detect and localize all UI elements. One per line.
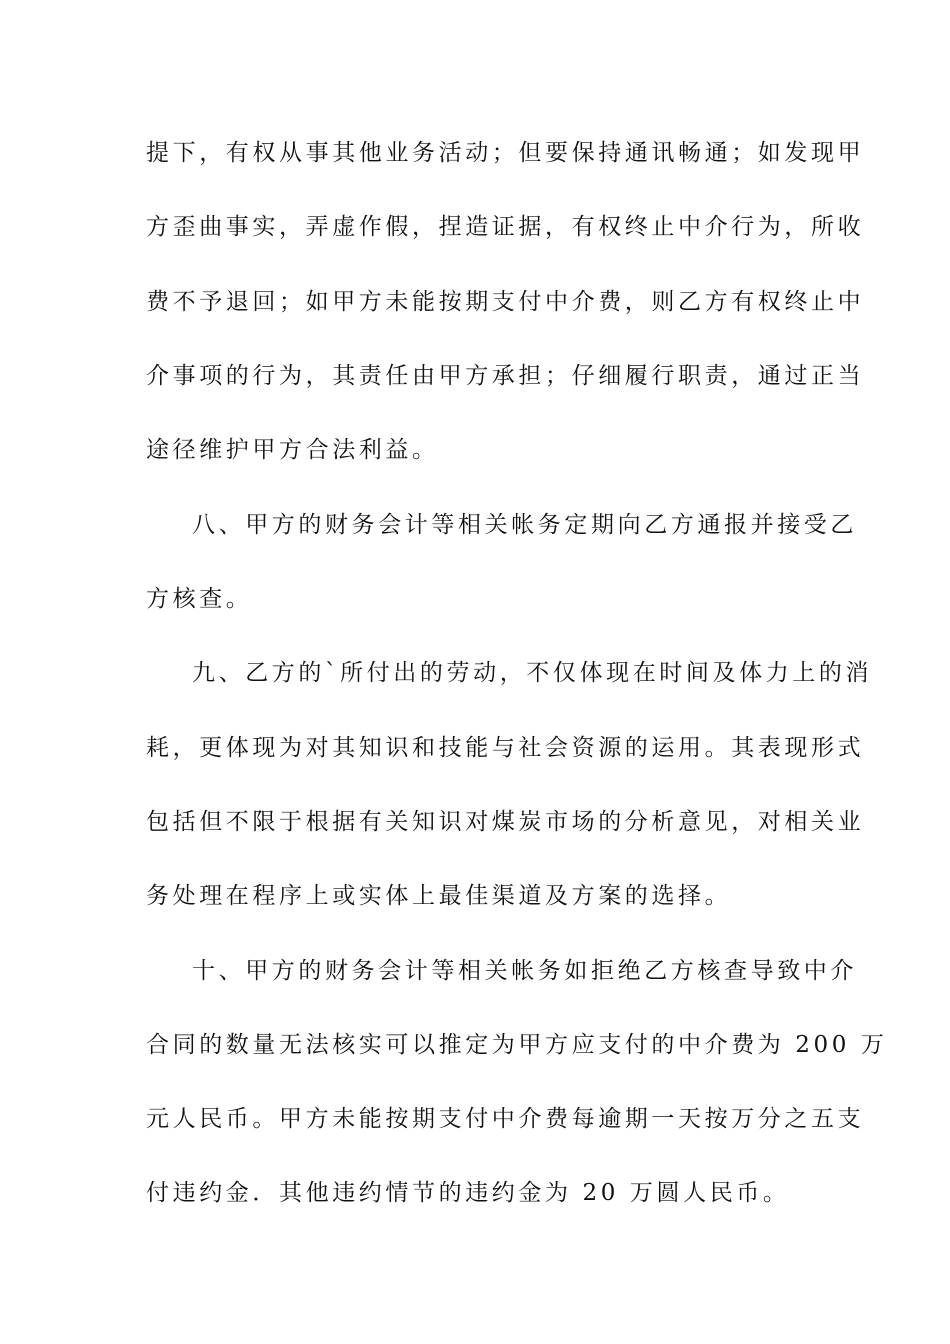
paragraph-2-line-1: 八、甲方的财务会计等相关帐务定期向乙方通报并接受乙 [192,512,857,538]
paragraph-1-line-4: 介事项的行为，其责任由甲方承担；仔细履行职责，通过正当 [146,363,865,389]
paragraph-4-line-2: 合同的数量无法核实可以推定为甲方应支付的中介费为 200 万 [146,1032,888,1058]
paragraph-4-line-3: 元人民币。甲方未能按期支付中介费每逾期一天按万分之五支 [146,1106,865,1132]
paragraph-3-line-4: 务处理在程序上或实体上最佳渠道及方案的选择。 [146,883,732,909]
paragraph-1-line-5: 途径维护甲方合法利益。 [146,437,439,463]
paragraph-1-line-1: 提下，有权从事其他业务活动；但要保持通讯畅通；如发现甲 [146,140,865,166]
paragraph-2-line-2: 方核查。 [146,586,253,612]
paragraph-4-line-1: 十、甲方的财务会计等相关帐务如拒绝乙方核查导致中介 [192,958,857,984]
paragraph-1-line-3: 费不予退回；如甲方未能按期支付中介费，则乙方有权终止中 [146,289,865,315]
paragraph-3-line-2: 耗，更体现为对其知识和技能与社会资源的运用。其表现形式 [146,735,865,761]
paragraph-3-line-3: 包括但不限于根据有关知识对煤炭市场的分析意见，对相关业 [146,809,865,835]
paragraph-3-line-1: 九、乙方的`所付出的劳动，不仅体现在时间及体力上的消 [192,660,873,686]
paragraph-4-line-4: 付违约金．其他违约情节的违约金为 20 万圆人民币。 [146,1180,790,1206]
paragraph-1-line-2: 方歪曲事实，弄虚作假，捏造证据，有权终止中介行为，所收 [146,214,865,240]
